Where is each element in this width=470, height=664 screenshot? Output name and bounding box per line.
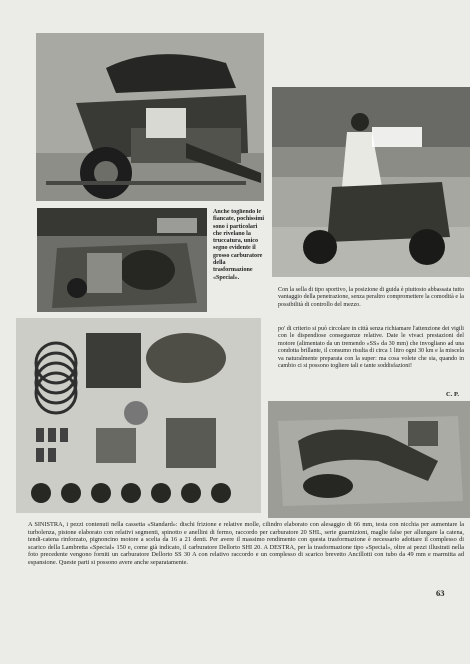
caption-bottom: A SINISTRA, i pezzi contenuti nella cassetta «Standard»: dischi frizione e relative molle, cilindro elaborato con alesaggio di 66 mm, testa con nicchia per aumentare la turbolenza, pistone elaborato con relativi segmenti, spinotto e anellini di fermo, raccordo per carburatore 20 SHL, serie guarnizioni, maglie false per allungare la catena, tendi-catena rinforzato, pignoncino motore a scelta da 16 a 21 denti. Per avere il massimo rendimento con questa trasformazione è necessario adottare il complesso di scarico della Lambretta «Special» 150 e, come già indicato, il carburatore Dellorto SHI 20. A DESTRA, per la trasformazione tipo «Special», oltre ai pezzi illustrati nella foto precedente vengono forniti un carburatore Dellorto SS 30 A con relativo raccordo e un complesso di scarico brevetto Ancillotti con tubo da 49 mm e marmitta ad espansione. Queste parti si possono avere anche separatamente. bbox=[28, 521, 464, 566]
photo-rider bbox=[272, 87, 470, 277]
photo-engine-closeup bbox=[37, 208, 207, 312]
author-signature: C. P. bbox=[446, 391, 459, 398]
photo-parts-kit bbox=[16, 318, 261, 513]
caption-engine: Anche togliendo le fiancate, pochissimi sono i particolari che rivelano la truccatura, unico segno evidente il grosso carburatore della trasformazione «Special». bbox=[213, 209, 265, 281]
page-number: 63 bbox=[436, 588, 445, 598]
article-body-text: po' di criterio si può circolare in città senza richiamare l'attenzione dei vigili con le dispendiose conseguenze relative. Date le vivaci prestazioni del motore (alimentato da un tremendo «SS» da 30 mm) che invogliano ad una condotta brillante, il consumo risulta di circa 1 litro ogni 30 km e la miscela va naturalmente preparata con la super: ma cosa volete che sia, quando in cambio ci si possono togliere tali e tante soddisfazioni! bbox=[278, 326, 464, 370]
photo-scooter-side bbox=[36, 33, 264, 201]
caption-rider: Con la sella di tipo sportivo, la posizione di guida è piuttosto abbassata tutto vantaggio della penetrazione, senza peraltro compromettere la comodità e la possibilità di controllo del mezzo. bbox=[278, 287, 464, 308]
photo-exhaust-parts bbox=[268, 401, 470, 518]
